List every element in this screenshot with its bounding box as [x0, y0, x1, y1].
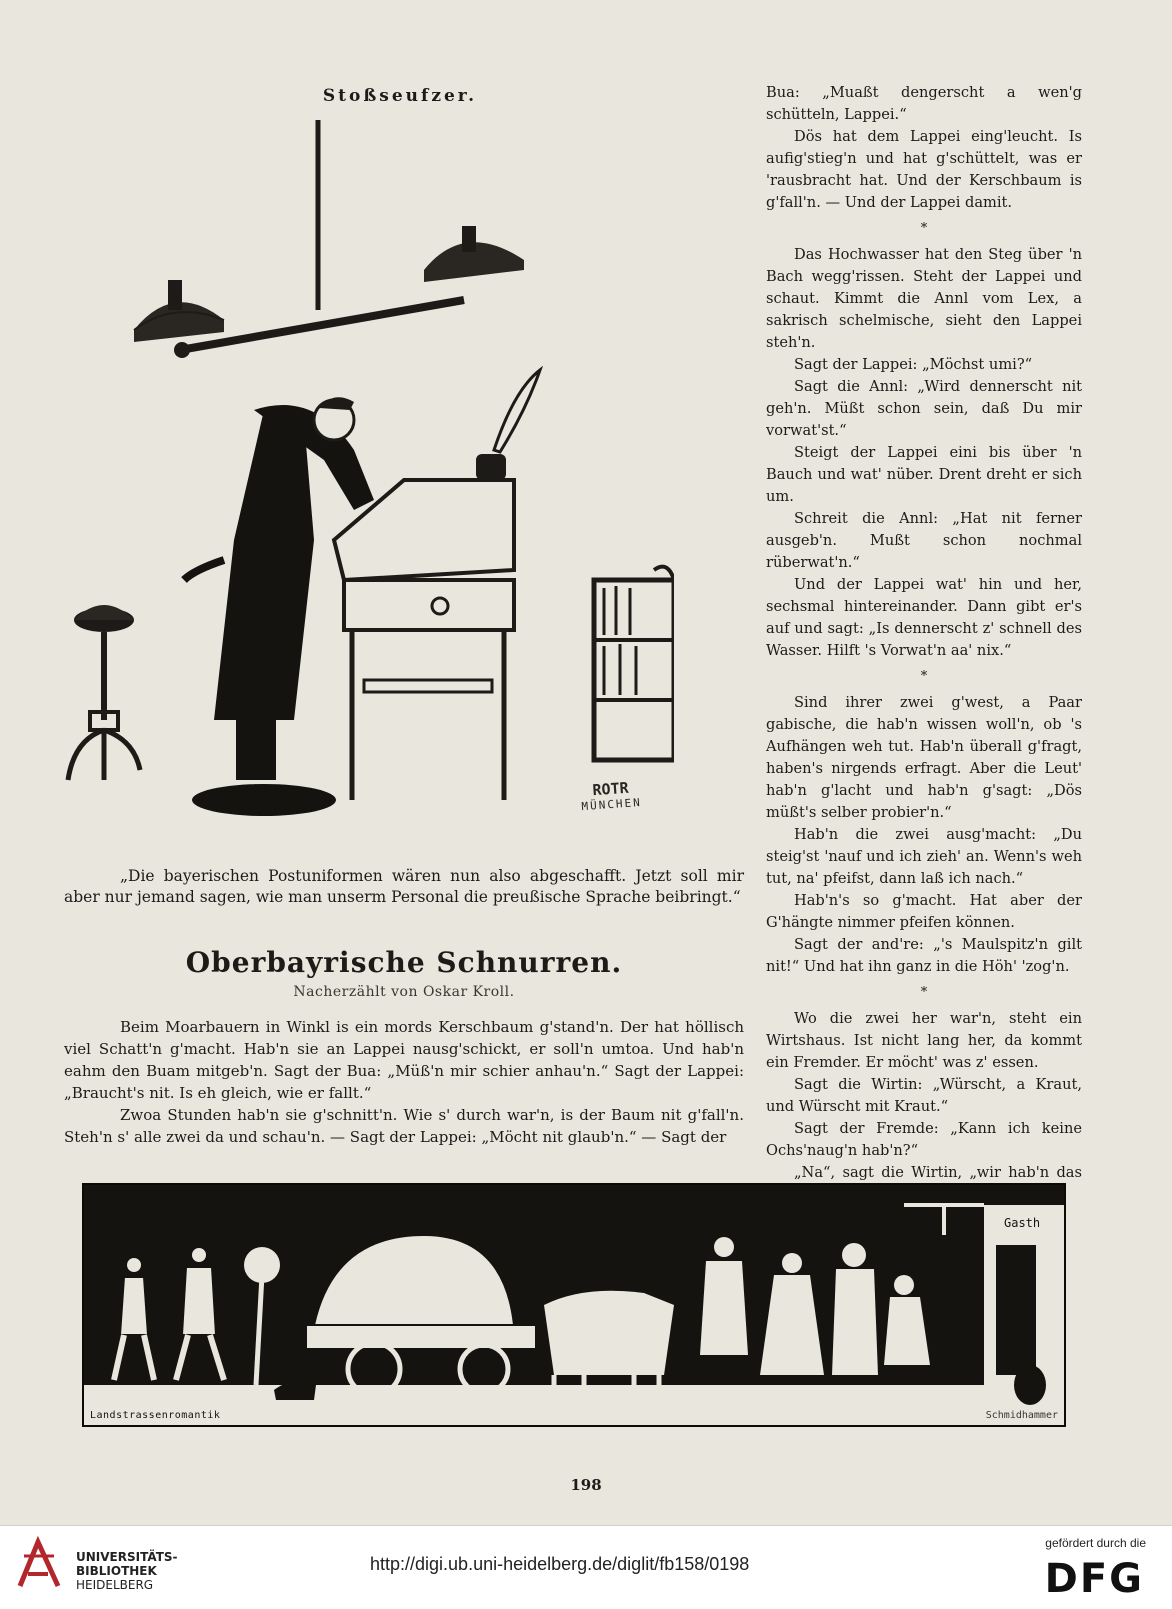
logo-text: [76, 1550, 178, 1592]
story-paragraph: Zwoa Stunden hab'n sie g'schnitt'n. Wie s' durch war'n, is der Baum nit g'fall'n. Steh'n s' alle zwei da und schau'n. — Sagt der Lappei: „Möcht nit glaub'n.“ — Sagt der: [64, 1106, 744, 1146]
postal-clerk-cartoon: [64, 120, 674, 840]
digitization-footer: [0, 1525, 1172, 1609]
section-separator: *: [920, 221, 928, 236]
source-url-link[interactable]: http://digi.ub.uni-heidelberg.de/diglit/fb158/0198: [370, 1554, 750, 1574]
cartoon-caption: „Die bayerischen Postuniformen wären nun also abgeschafft. Jetzt soll mir aber nur jemand sagen, wie man unserm Personal die preußische Sprache beibringt.“: [64, 867, 744, 906]
right-paragraph: Sind ihrer zwei g'west, a Paar gabische, die hab'n wissen woll'n, ob 's Aufhängen weh tut. Hab'n überall g'fragt, haben's nirgends erfragt. Aber die Leut' hab'n g'lacht und hab'n g'sagt: „Dös müßt's selber probier'n.“: [766, 694, 1082, 821]
ub-heidelberg-logo[interactable]: [14, 1534, 178, 1594]
right-column: [766, 82, 1082, 1206]
dfg-logo[interactable]: DFG: [1044, 1556, 1144, 1602]
right-paragraph: Sagt die Wirtin: „Würscht, a Kraut, und Würscht mit Kraut.“: [766, 1076, 1082, 1115]
right-paragraph: Hab'n die zwei ausg'macht: „Du steig'st 'nauf und ich zieh' an. Wenn's weh tut, na' pfeifst, dann laß ich nach.“: [766, 826, 1082, 887]
funded-by-label: gefördert durch die: [1045, 1536, 1146, 1550]
right-paragraph: Sagt der and're: „'s Maulspitz'n gilt nit!“ Und hat ihn ganz in die Höh' 'zog'n.: [766, 936, 1082, 975]
right-paragraph: Dös hat dem Lappei eing'leucht. Is aufig'stieg'n und hat g'schüttelt, was er 'rausbracht hat. Und der Kerschbaum is g'fall'n. — Und der Lappei damit.: [766, 128, 1082, 211]
story-author: Nacherzählt von Oskar Kroll.: [293, 984, 515, 1000]
section-separator: *: [920, 985, 928, 1000]
page-number: 198: [570, 1476, 602, 1494]
right-paragraph: Sagt der Lappei: „Möchst umi?“: [794, 356, 1033, 373]
cartoon-title: Stoßseufzer.: [322, 86, 478, 106]
frieze-title: Landstrassenromantik: [90, 1410, 221, 1421]
right-paragraph: „Na“, sagt die Wirtin, „wir hab'n das: [794, 1164, 1082, 1181]
signature-line-2: MÜNCHEN: [581, 795, 643, 814]
landstrasse-frieze: [82, 1183, 1066, 1427]
tavern-sign-text: Gasth: [1004, 1216, 1041, 1230]
library-logo-icon: [14, 1534, 64, 1594]
logo-line-1: UNIVERSITÄTS-: [76, 1550, 178, 1564]
right-paragraph: Das Hochwasser hat den Steg über 'n Bach wegg'rissen. Steht der Lappei und schaut. Kimmt die Annl vom Lex, a sakrisch schelmische, sieht den Lappei steh'n.: [766, 246, 1082, 351]
right-paragraph: Schreit die Annl: „Hat nit ferner ausgeb'n. Mußt schon nochmal rüberwat'n.“: [766, 510, 1082, 571]
section-separator: *: [920, 669, 928, 684]
right-paragraph: Hab'n's so g'macht. Hat aber der G'hängte nimmer pfeifen können.: [766, 892, 1082, 931]
frieze-signature: Schmidhammer: [985, 1410, 1058, 1421]
story-paragraph: Beim Moarbauern in Winkl is ein mords Kerschbaum g'stand'n. Der hat höllisch viel Schatt'n g'macht. Hab'n sie an Lappei nausg'schickt, er soll'n umtoa. Und hab'n eahm den Buam mitgeb'n. Sagt der Bua: „Müß'n mir schier anhau'n.“ Sagt der Lappei: „Braucht's nit. Is eh gleich, wie er fallt.“: [64, 1018, 744, 1102]
logo-line-2: BIBLIOTHEK: [76, 1564, 157, 1578]
right-paragraph: Und der Lappei wat' hin und her, sechsmal hintereinander. Dann gibt er's auf und sagt: „Is dennerscht z' schnell des Wasser. Hilft 's Vorwat'n aa' nix.“: [766, 576, 1082, 659]
right-paragraph: Bua: „Muaßt dengerscht a wen'g schütteln, Lappei.“: [766, 84, 1082, 123]
logo-line-3: HEIDELBERG: [76, 1578, 154, 1592]
story-title: Oberbayrische Schnurren.: [185, 946, 623, 979]
right-paragraph: Sagt der Fremde: „Kann ich keine Ochs'naug'n hab'n?“: [766, 1120, 1082, 1159]
right-paragraph: Wo die zwei her war'n, steht ein Wirtshaus. Ist nicht lang her, da kommt ein Fremder. Er möcht' was z' essen.: [766, 1010, 1082, 1071]
right-paragraph: Sagt die Annl: „Wird dennerscht nit geh'n. Müßt schon sein, daß Du mir vorwat'st.“: [766, 378, 1082, 439]
signature-line-1: ROTR: [591, 778, 630, 800]
story-body: [64, 1016, 744, 1148]
right-paragraph: Steigt der Lappei eini bis über 'n Bauch und wat' nüber. Drent dreht er sich um.: [766, 444, 1082, 505]
